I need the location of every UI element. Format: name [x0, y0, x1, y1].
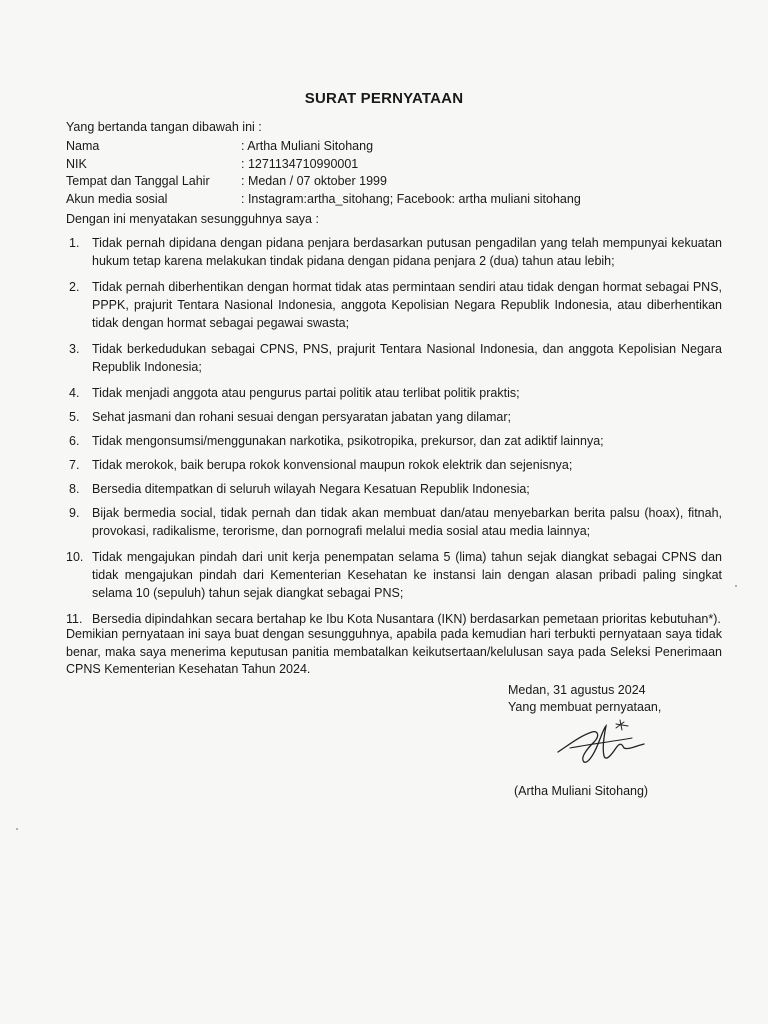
item-text: Tidak pernah diberhentikan dengan hormat tidak atas permintaan sendiri atau tidak dengan hormat sebagai PNS, PPPK, prajurit Tentara Nasional Indonesia, anggota Kepolisian Negara Republik Indonesia, atau diberhentikan tidak dengan hormat sebagai pegawai swasta; [92, 280, 722, 330]
item-number: 7. [69, 458, 80, 472]
item-text: Tidak merokok, baik berupa rokok konvensional maupun rokok elektrik dan sejenisnya; [92, 458, 573, 472]
item-number: 5. [69, 410, 80, 424]
item-text: Tidak mengajukan pindah dari unit kerja penempatan selama 5 (lima) tahun sejak diangkat sebagai CPNS dan tidak mengajukan pindah dari Kementerian Kesehatan ke instansi lain dengan alasan pribadi paling singkat selama 10 (sepuluh) tahun sejak diangkat sebagai PNS; [92, 550, 722, 600]
item-number: 1. [69, 236, 80, 250]
statement-intro: Dengan ini menyatakan sesungguhnya saya : [66, 212, 319, 226]
item-number: 10. [66, 550, 84, 564]
identity-label: Akun media sosial [66, 191, 168, 206]
list-item [66, 432, 722, 450]
identity-value: : 1271134710990001 [241, 156, 359, 171]
identity-row [66, 157, 581, 175]
identity-table [66, 139, 581, 209]
identity-row [66, 192, 581, 210]
item-text: Tidak menjadi anggota atau pengurus partai politik atau terlibat politik praktis; [92, 386, 520, 400]
item-number: 9. [69, 506, 80, 520]
item-text: Bijak bermedia social, tidak pernah dan tidak akan membuat dan/atau menyebarkan berita palsu (hoax), fitnah, provokasi, radikalisme, terorisme, dan pornografi melalui media sosial atau media lainnya; [92, 506, 722, 538]
identity-label: NIK [66, 156, 87, 171]
identity-label: Tempat dan Tanggal Lahir [66, 174, 210, 188]
identity-row [66, 174, 581, 192]
list-item [66, 548, 722, 602]
signer-name: (Artha Muliani Sitohang) [514, 784, 649, 798]
identity-value: : Medan / 07 oktober 1999 [241, 174, 387, 188]
list-item [66, 504, 722, 540]
list-item [66, 340, 722, 376]
list-item [66, 456, 722, 474]
item-text: Tidak mengonsumsi/menggunakan narkotika, psikotropika, prekursor, dan zat adiktif lainnya; [92, 434, 604, 448]
signature [540, 714, 680, 774]
item-number: 11. [66, 612, 83, 626]
item-text: Sehat jasmani dan rohani sesuai dengan persyaratan jabatan yang dilamar; [92, 410, 512, 424]
identity-row [66, 139, 581, 157]
list-item [66, 384, 722, 402]
list-item [66, 480, 722, 498]
document-title: SURAT PERNYATAAN [304, 90, 464, 107]
list-item [66, 408, 722, 426]
item-number: 4. [69, 386, 80, 400]
item-number: 2. [69, 280, 80, 294]
intro-text: Yang bertanda tangan dibawah ini : [66, 120, 262, 134]
identity-value: : Instagram:artha_sitohang; Facebook: artha muliani sitohang [241, 191, 581, 206]
statement-list [66, 234, 722, 628]
item-number: 3. [69, 342, 80, 356]
place-date: Medan, 31 agustus 2024 [508, 683, 646, 697]
scan-speck [16, 828, 18, 830]
item-number: 8. [69, 482, 80, 496]
closing-paragraph: Demikian pernyataan ini saya buat dengan sesungguhnya, apabila pada kemudian hari terbukti pernyataan saya tidak benar, maka saya menerima keputusan panitia membatalkan keikutsertaan/kelulusan saya pada Seleksi Penerimaan CPNS Kementerian Kesehatan Tahun 2024. [66, 627, 722, 676]
item-text: Bersedia ditempatkan di seluruh wilayah Negara Kesatuan Republik Indonesia; [92, 482, 530, 496]
item-number: 6. [69, 434, 80, 448]
item-text: Tidak berkedudukan sebagai CPNS, PNS, prajurit Tentara Nasional Indonesia, dan anggota Kepolisian Negara Republik Indonesia; [92, 342, 722, 374]
scan-speck [735, 585, 737, 587]
item-text: Bersedia dipindahkan secara bertahap ke Ibu Kota Nusantara (IKN) berdasarkan pemetaan prioritas kebutuhan*). [92, 612, 721, 626]
item-text: Tidak pernah dipidana dengan pidana penjara berdasarkan putusan pengadilan yang telah mempunyai kekuatan hukum tetap karena melakukan tindak pidana dengan pidana penjara 2 (dua) tahun atau lebih; [92, 236, 722, 268]
identity-label: Nama [66, 139, 100, 153]
identity-value: : Artha Muliani Sitohang [241, 139, 374, 153]
list-item [66, 234, 722, 270]
list-item [66, 278, 722, 332]
maker-label: Yang membuat pernyataan, [508, 700, 662, 714]
